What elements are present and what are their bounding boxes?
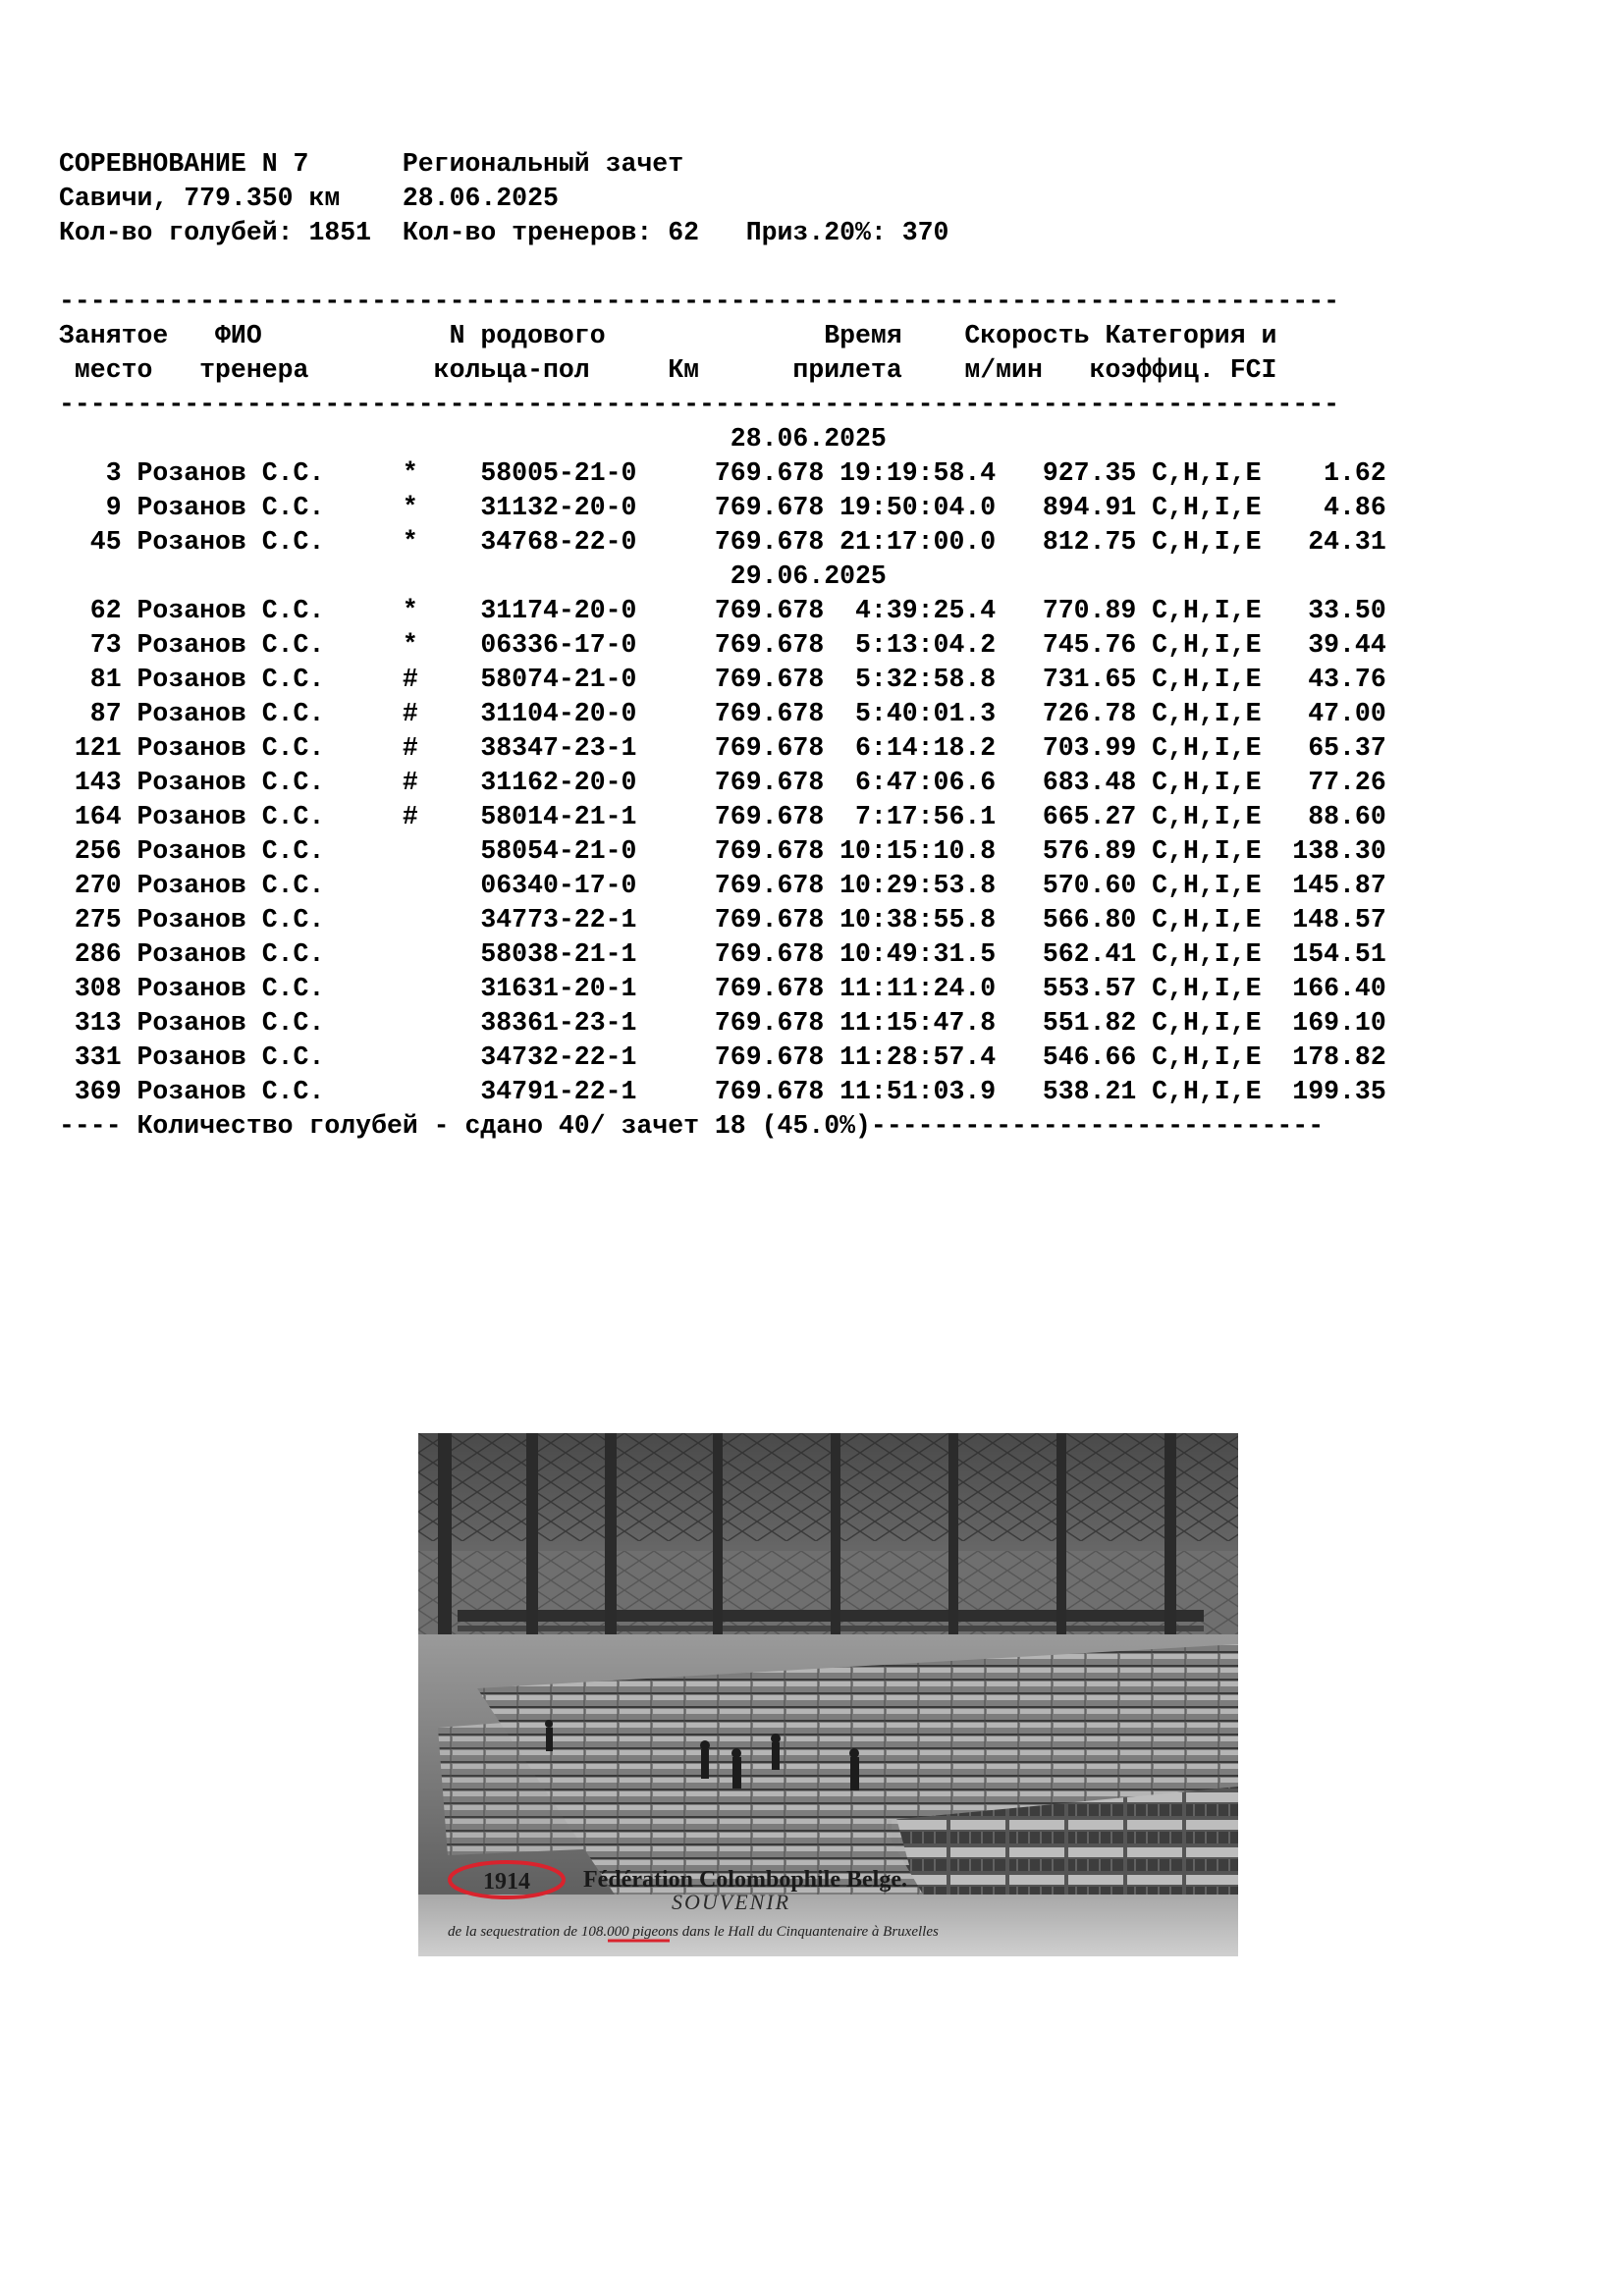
table-row: 369 Розанов С.С. 34791-22-1 769.678 11:51:03.9 538.21 C,H,I,E 199.35: [59, 1077, 1386, 1106]
table-row: 121 Розанов С.С. # 38347-23-1 769.678 6:14:18.2 703.99 C,H,I,E 65.37: [59, 733, 1386, 763]
date-separator-2: 29.06.2025: [59, 561, 887, 591]
competition-title-line: СОРЕВНОВАНИЕ N 7 Региональный зачет: [59, 149, 684, 179]
hall-photo-drawing: [418, 1433, 1238, 1956]
table-row: 275 Розанов С.С. 34773-22-1 769.678 10:38:55.8 566.80 C,H,I,E 148.57: [59, 905, 1386, 934]
table-row: 313 Розанов С.С. 38361-23-1 769.678 11:15:47.8 551.82 C,H,I,E 169.10: [59, 1008, 1386, 1038]
spacer: [59, 250, 1386, 285]
table-row: 73 Розанов С.С. * 06336-17-0 769.678 5:13:04.2 745.76 C,H,I,E 39.44: [59, 630, 1386, 660]
table-row: 164 Розанов С.С. # 58014-21-1 769.678 7:17:56.1 665.27 C,H,I,E 88.60: [59, 802, 1386, 831]
results-group-2: [59, 594, 1386, 1109]
photo-year: 1914: [483, 1869, 530, 1895]
results-document: [59, 147, 1386, 1144]
photo-caption: [448, 1924, 939, 1940]
photo-caption-after: pigeons dans le Hall du Cinquantenaire à Bruxelles: [628, 1924, 939, 1940]
table-row: 308 Розанов С.С. 31631-20-1 769.678 11:11:24.0 553.57 C,H,I,E 166.40: [59, 974, 1386, 1003]
rule-top: ----------------------------------------------------------------------------------: [59, 287, 1340, 316]
photo-title: Fédération Colombophile Belge.: [583, 1867, 907, 1893]
location-date-line: Савичи, 779.350 км 28.06.2025: [59, 184, 559, 213]
table-row: 62 Розанов С.С. * 31174-20-0 769.678 4:39:25.4 770.89 C,H,I,E 33.50: [59, 596, 1386, 625]
table-row: 81 Розанов С.С. # 58074-21-0 769.678 5:32:58.8 731.65 C,H,I,E 43.76: [59, 665, 1386, 694]
table-row: 331 Розанов С.С. 34732-22-1 769.678 11:28:57.4 546.66 C,H,I,E 178.82: [59, 1042, 1386, 1072]
table-row: 45 Розанов С.С. * 34768-22-0 769.678 21:17:00.0 812.75 C,H,I,E 24.31: [59, 527, 1386, 557]
table-header-row-2: место тренера кольца-пол Км прилета м/мин коэффиц. FCI: [59, 355, 1277, 385]
table-row: 3 Розанов С.С. * 58005-21-0 769.678 19:19:58.4 927.35 C,H,I,E 1.62: [59, 458, 1386, 488]
table-row: 9 Розанов С.С. * 31132-20-0 769.678 19:50:04.0 894.91 C,H,I,E 4.86: [59, 493, 1386, 522]
photo-caption-number: 108.000: [580, 1924, 629, 1940]
table-row: 256 Розанов С.С. 58054-21-0 769.678 10:15:10.8 576.89 C,H,I,E 138.30: [59, 836, 1386, 866]
photo-souvenir: SOUVENIR: [672, 1890, 791, 1914]
table-row: 143 Розанов С.С. # 31162-20-0 769.678 6:47:06.6 683.48 C,H,I,E 77.26: [59, 768, 1386, 797]
table-row: 286 Розанов С.С. 58038-21-1 769.678 10:49:31.5 562.41 C,H,I,E 154.51: [59, 939, 1386, 969]
table-row: 87 Розанов С.С. # 31104-20-0 769.678 5:40:01.3 726.78 C,H,I,E 47.00: [59, 699, 1386, 728]
rule-head: ----------------------------------------------------------------------------------: [59, 390, 1340, 419]
summary-footer: ---- Количество голубей - сдано 40/ зачет 18 (45.0%)-----------------------------: [59, 1111, 1325, 1141]
results-group-1: [59, 456, 1386, 560]
historic-photo: [418, 1433, 1238, 1956]
photo-caption-before: de la sequestration de: [448, 1924, 581, 1940]
table-header-row-1: Занятое ФИО N родового Время Скорость Категория и: [59, 321, 1277, 350]
table-row: 270 Розанов С.С. 06340-17-0 769.678 10:29:53.8 570.60 C,H,I,E 145.87: [59, 871, 1386, 900]
counts-line: Кол-во голубей: 1851 Кол-во тренеров: 62 Приз.20%: 370: [59, 218, 949, 247]
date-separator-1: 28.06.2025: [59, 424, 887, 454]
